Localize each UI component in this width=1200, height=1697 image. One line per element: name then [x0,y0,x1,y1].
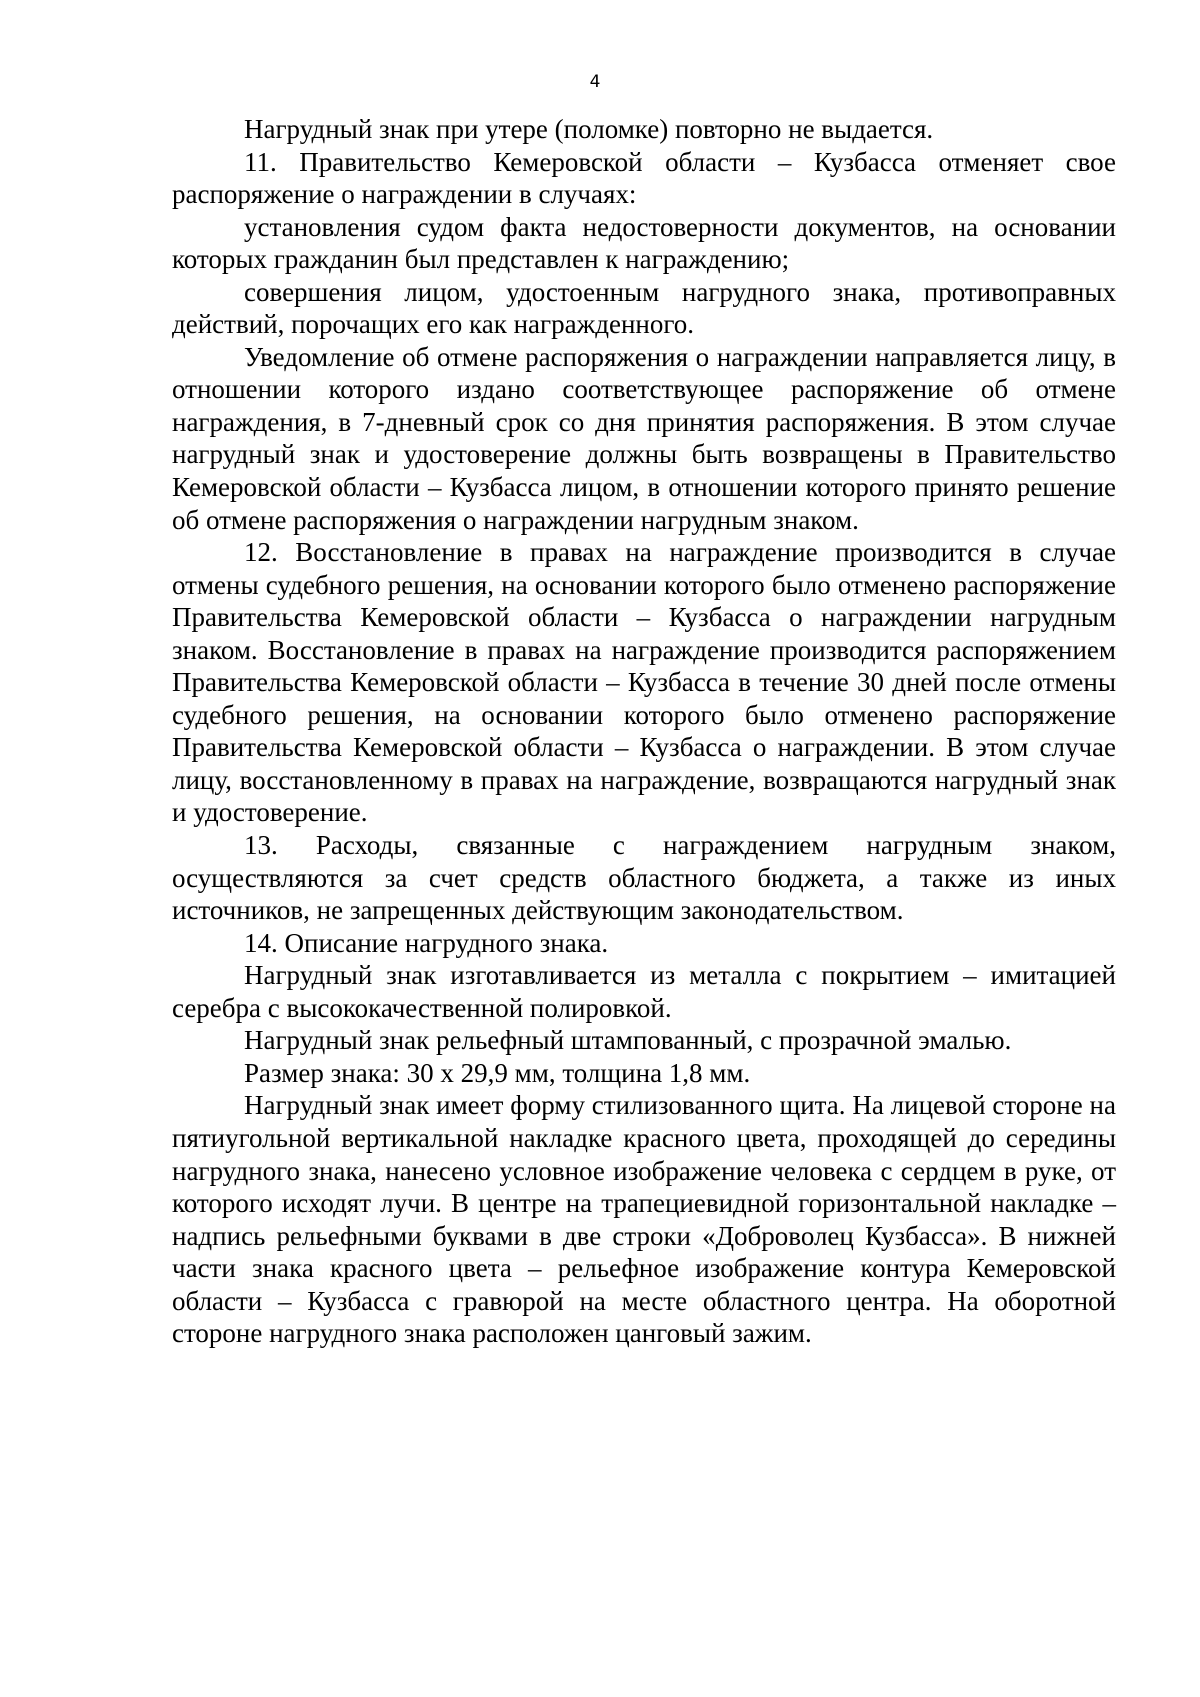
paragraph-size: Размер знака: 30 х 29,9 мм, толщина 1,8 мм. [244,1057,751,1088]
paragraph-material: Нагрудный знак изготавливается из металла с покрытием – имитацией серебра с высококачественной полировкой. [172,960,1116,1023]
paragraph-relief: Нагрудный знак рельефный штампованный, с прозрачной эмалью. [244,1025,1012,1056]
paragraph-13-expenses: 13. Расходы, связанные с награждением нагрудным знаком, осуществляются за счет средств областного бюджета, а также из иных источников, не запрещенных действующим законодательством. [172,830,1116,926]
paragraph-11-cancellation: 11. Правительство Кемеровской области – Кузбасса отменяет свое распоряжение о награждении в случаях: [172,146,1116,210]
paragraph-12-restoration: 12. Восстановление в правах на награждение производится в случае отмены судебного решения, на основании которого было отменено распоряжение Правительства Кемеровской области – Кузбасса о награждении нагрудным знаком. Восстановление в правах на награждение производится распоряжением Правительства Кемеровской области – Кузбасса в течение 30 дней после отмены судебного решения, на основании которого было отменено распоряжение Правительства Кемеровской области – Кузбасса о награждении. В этом случае лицу, восстановленному в правах на награждение, возвращаются нагрудный знак и удостоверение. [172,537,1116,828]
paragraph-unlawful-actions: совершения лицом, удостоенным нагрудного знака, противоправных действий, порочащих его как награжденного. [172,276,1116,340]
page-number: 4 [589,72,601,92]
paragraph-shape-description: Нагрудный знак имеет форму стилизованного щита. На лицевой стороне на пятиугольной вертикальной накладке красного цвета, проходящей до середины нагрудного знака, нанесено условное изображение человека с сердцем в руке, от которого исходят лучи. В центре на трапециевидной горизонтальной накладке – надпись рельефными буквами в две строки «Доброволец Кузбасса». В нижней части знака красного цвета – рельефное изображение контура Кемеровской области – Кузбасса с гравюрой на месте областного центра. На оборотной стороне нагрудного знака расположен цанговый зажим. [172,1090,1116,1349]
paragraph-14-description-heading: 14. Описание нагрудного знака. [244,927,609,958]
paragraph-notification: Уведомление об отмене распоряжения о награждении направляется лицу, в отношении которого издано соответствующее распоряжение об отмене награждения, в 7-дневный срок со дня принятия распоряжения. В этом случае нагрудный знак и удостоверение должны быть возвращены в Правительство Кемеровской области – Кузбасса лицом, в отношении которого принято решение об отмене распоряжения о награждении нагрудным знаком. [172,341,1116,535]
document-body [172,113,1116,1350]
paragraph-court-finding: установления судом факта недостоверности документов, на основании которых гражданин был представлен к награждению; [172,211,1116,275]
paragraph-badge-not-reissued: Нагрудный знак при утере (поломке) повторно не выдается. [244,114,934,144]
